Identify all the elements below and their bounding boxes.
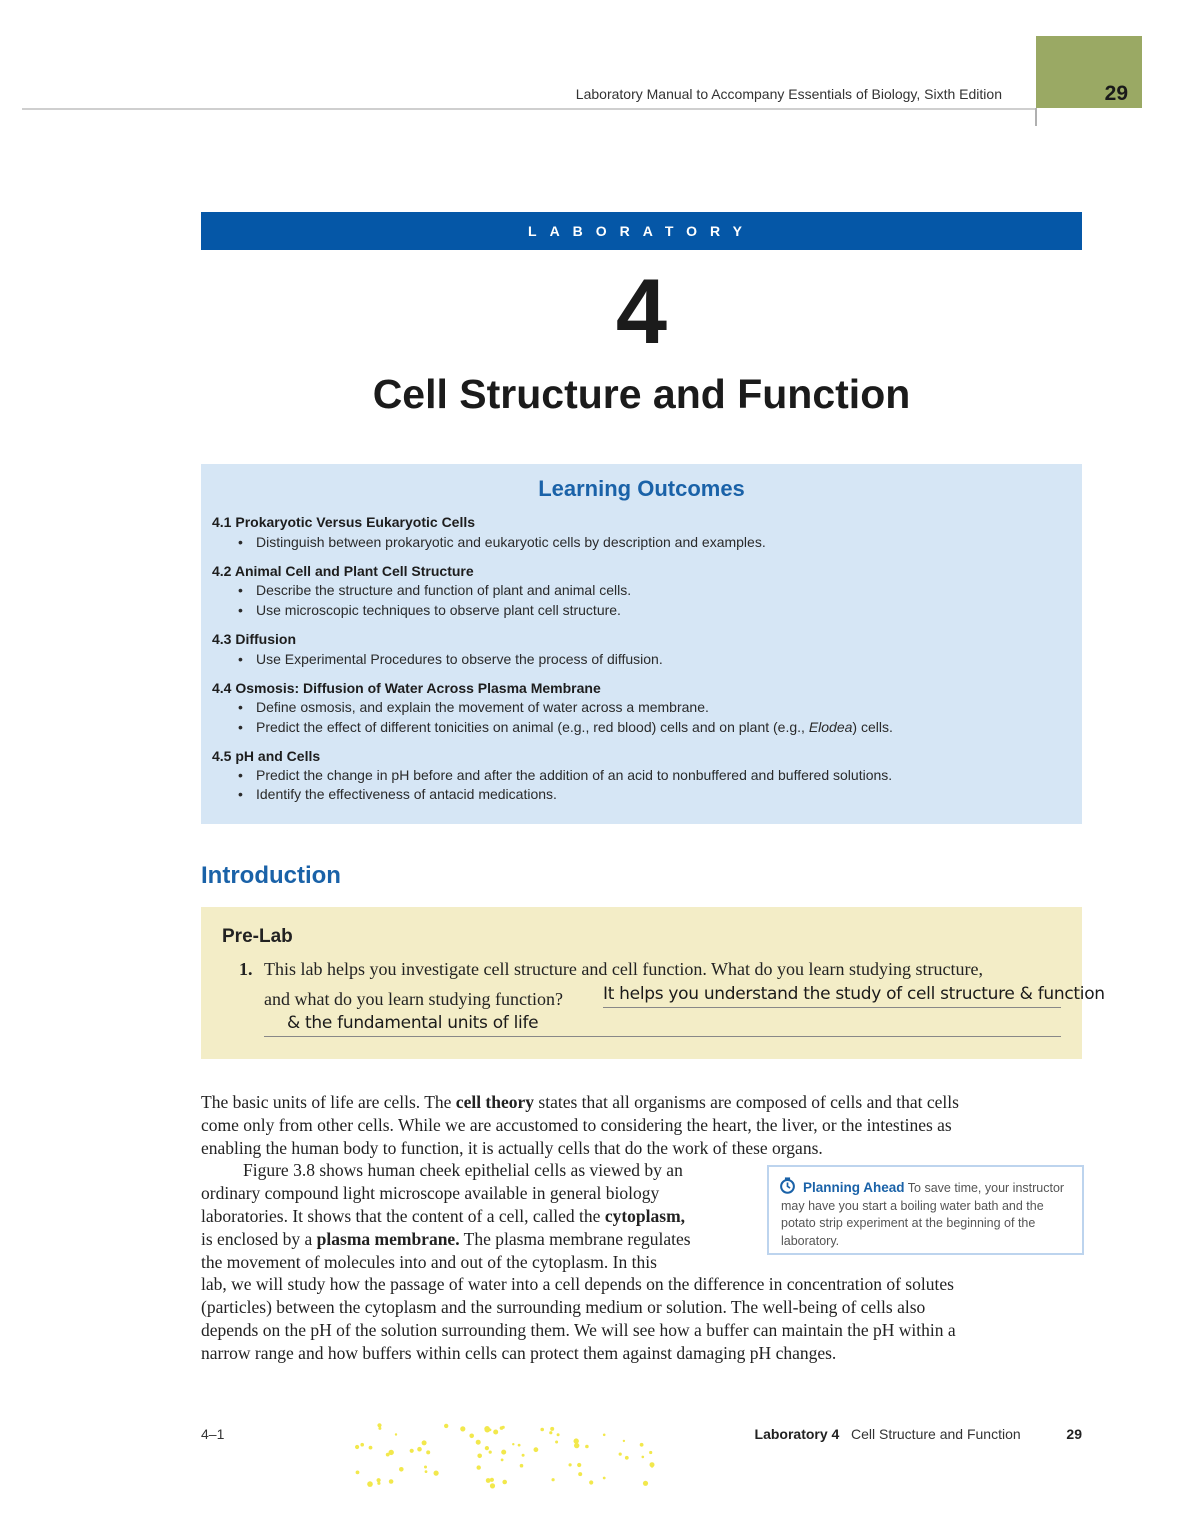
decorative-dot bbox=[369, 1446, 373, 1450]
body-line bbox=[201, 1114, 952, 1137]
decorative-dot bbox=[555, 1441, 558, 1444]
decorative-dot bbox=[643, 1481, 648, 1486]
decorative-dot bbox=[619, 1453, 622, 1456]
body-text-run: The plasma membrane regulates bbox=[459, 1229, 691, 1249]
planning-ahead-label: Planning Ahead bbox=[803, 1180, 905, 1195]
answer-rule bbox=[264, 1036, 1061, 1037]
decorative-dot bbox=[651, 1465, 654, 1468]
decorative-dot bbox=[422, 1440, 427, 1445]
outcome-section-4-1: 4.1 Prokaryotic Versus Eukaryotic Cells bbox=[212, 514, 476, 530]
question-number: 1. bbox=[239, 959, 253, 979]
decorative-dot bbox=[640, 1443, 644, 1447]
decorative-dot bbox=[549, 1431, 552, 1434]
decorative-dot bbox=[550, 1427, 554, 1431]
learning-outcomes-heading: Learning Outcomes bbox=[538, 476, 745, 501]
decorative-dot bbox=[484, 1426, 490, 1432]
outcome-bullet: • Predict the change in pH before and after the addition of an acid to nonbuffered and buffered solutions. bbox=[256, 767, 892, 783]
body-text-run: ordinary compound light microscope available in general biology bbox=[201, 1183, 660, 1203]
decorative-dot bbox=[603, 1434, 606, 1437]
decorative-dot bbox=[520, 1464, 524, 1468]
decorative-dot bbox=[493, 1430, 498, 1435]
decorative-dot bbox=[434, 1471, 439, 1476]
decorative-dot bbox=[500, 1426, 504, 1430]
decorative-dot bbox=[444, 1424, 448, 1428]
decorative-dot bbox=[577, 1463, 581, 1467]
decorative-dot bbox=[603, 1477, 606, 1480]
chapter-number: 4 bbox=[615, 261, 668, 363]
footer-lab-label: Laboratory 4 bbox=[754, 1426, 840, 1442]
decorative-dot bbox=[518, 1444, 521, 1447]
decorative-dot bbox=[625, 1456, 629, 1460]
footer-page-number: 29 bbox=[1066, 1426, 1082, 1442]
decorative-dot bbox=[399, 1467, 404, 1472]
outcome-section-4-5: 4.5 pH and Cells bbox=[212, 748, 321, 764]
running-header-title: Laboratory Manual to Accompany Essentials of Biology, Sixth Edition bbox=[575, 86, 1002, 102]
body-text-run: Figure 3.8 shows human cheek epithelial cells as viewed by an bbox=[243, 1160, 683, 1180]
body-text-run: enabling the human body to function, it is actually cells that do the work of these organs. bbox=[201, 1138, 823, 1158]
decorative-dot bbox=[424, 1466, 427, 1469]
body-line bbox=[201, 1251, 657, 1274]
decorative-dot bbox=[552, 1478, 555, 1481]
body-line bbox=[201, 1273, 954, 1296]
outcome-section-4-4: 4.4 Osmosis: Diffusion of Water Across Plasma Membrane bbox=[212, 680, 601, 696]
decorative-dot bbox=[623, 1440, 625, 1442]
prelab-box bbox=[201, 907, 1105, 1059]
decorative-dot bbox=[589, 1480, 593, 1484]
footer-title: Cell Structure and Function bbox=[851, 1426, 1021, 1442]
key-term: plasma membrane. bbox=[316, 1229, 460, 1249]
answer-text-line-1[interactable]: It helps you understand the study of cell structure & function bbox=[603, 984, 1105, 1004]
decorative-dot bbox=[469, 1434, 474, 1439]
introduction-heading: Introduction bbox=[201, 862, 341, 889]
decorative-dot bbox=[377, 1423, 381, 1427]
decorative-dot bbox=[574, 1443, 579, 1448]
learning-outcomes-box bbox=[201, 464, 1082, 824]
decorative-dot bbox=[367, 1481, 373, 1487]
decorative-dot bbox=[534, 1447, 539, 1452]
decorative-dot bbox=[501, 1450, 506, 1455]
decorative-dot bbox=[426, 1450, 430, 1454]
page-number-tab bbox=[1036, 36, 1142, 108]
decorative-dot bbox=[356, 1471, 360, 1475]
decorative-dot bbox=[486, 1478, 491, 1483]
outcome-bullet: • Predict the effect of different tonicities on animal (e.g., red blood) cells and on plant (e.g., Elodea) cells. bbox=[256, 719, 893, 735]
body-line bbox=[201, 1182, 659, 1205]
body-line bbox=[201, 1205, 685, 1228]
decorative-dot bbox=[522, 1454, 525, 1457]
outcome-bullet: • Identify the effectiveness of antacid medications. bbox=[256, 786, 557, 802]
header-rule bbox=[22, 108, 1036, 110]
key-term: cell theory bbox=[455, 1092, 535, 1112]
body-line bbox=[201, 1137, 823, 1160]
footer-page-id: 4–1 bbox=[201, 1426, 225, 1442]
decorative-dot bbox=[477, 1465, 481, 1469]
outcome-bullet: • Define osmosis, and explain the movement of water across a membrane. bbox=[256, 699, 709, 715]
body-text-run: The basic units of life are cells. The bbox=[201, 1092, 456, 1112]
planning-ahead-text bbox=[781, 1179, 1073, 1250]
decorative-dot bbox=[485, 1446, 489, 1450]
decorative-dot bbox=[355, 1445, 359, 1449]
answer-rule bbox=[603, 1007, 1061, 1008]
body-text-run: is enclosed by a bbox=[201, 1229, 317, 1249]
outcome-bullet: • Use Experimental Procedures to observe the process of diffusion. bbox=[256, 651, 663, 667]
decorative-dot bbox=[395, 1433, 397, 1435]
outcome-section-4-2: 4.2 Animal Cell and Plant Cell Structure bbox=[212, 563, 474, 579]
decorative-dots bbox=[350, 1420, 660, 1492]
body-text-run: depends on the pH of the solution surrounding them. We will see how a buffer can maintain the pH within a bbox=[201, 1320, 956, 1340]
laboratory-banner: LABORATORY bbox=[201, 212, 1082, 250]
footer-running-title bbox=[700, 1426, 1082, 1442]
decorative-dot bbox=[501, 1459, 504, 1462]
planning-ahead-box bbox=[767, 1165, 1084, 1255]
outcome-section-4-3: 4.3 Diffusion bbox=[212, 631, 297, 647]
decorative-dot bbox=[578, 1472, 582, 1476]
decorative-dot bbox=[425, 1470, 428, 1473]
decorative-dot bbox=[378, 1427, 381, 1430]
chapter-title: Cell Structure and Function bbox=[372, 371, 911, 417]
body-line bbox=[201, 1296, 925, 1319]
header-page-number: 29 bbox=[1104, 82, 1128, 105]
outcome-bullet: • Use microscopic techniques to observe plant cell structure. bbox=[256, 602, 621, 618]
decorative-dot bbox=[540, 1428, 544, 1432]
decorative-dot bbox=[649, 1451, 652, 1454]
outcome-bullet: • Distinguish between prokaryotic and eukaryotic cells by description and examples. bbox=[256, 534, 766, 550]
decorative-dot bbox=[585, 1445, 589, 1449]
decorative-dot bbox=[417, 1447, 422, 1452]
body-text-run: states that all organisms are composed of cells and that cells bbox=[534, 1092, 959, 1112]
planning-ahead-body: To save time, your instructor may have you start a boiling water bath and the potato strip experiment at the beginning of the laboratory. bbox=[781, 1181, 1065, 1248]
body-line bbox=[201, 1319, 956, 1342]
body-line bbox=[201, 1342, 836, 1365]
decorative-dot bbox=[389, 1479, 394, 1484]
body-text-run: come only from other cells. While we are accustomed to considering the heart, the liver, or the intestines as bbox=[201, 1115, 952, 1135]
decorative-dot bbox=[410, 1449, 414, 1453]
decorative-dot bbox=[377, 1478, 381, 1482]
decorative-dot bbox=[557, 1433, 560, 1436]
decorative-dot bbox=[490, 1483, 495, 1488]
body-line bbox=[201, 1091, 959, 1114]
decorative-dot bbox=[569, 1463, 572, 1466]
decorative-dot bbox=[477, 1454, 482, 1459]
body-text-run: the movement of molecules into and out of the cytoplasm. In this bbox=[201, 1252, 657, 1272]
decorative-dot bbox=[360, 1443, 364, 1447]
body-text-run: (particles) between the cytoplasm and the surrounding medium or solution. The well-being of cells also bbox=[201, 1297, 926, 1317]
answer-text-line-2[interactable]: & the fundamental units of life bbox=[287, 1013, 539, 1033]
header-tick bbox=[1035, 108, 1037, 126]
question-text-line-1: This lab helps you investigate cell structure and cell function. What do you learn studying structure, bbox=[264, 959, 983, 979]
question-text-line-2: and what do you learn studying function? bbox=[264, 989, 563, 1009]
outcome-bullet: • Describe the structure and function of plant and animal cells. bbox=[256, 582, 631, 598]
decorative-dot bbox=[512, 1443, 514, 1445]
body-text-run: lab, we will study how the passage of water into a cell depends on the difference in concentration of solutes bbox=[201, 1274, 954, 1294]
key-term: cytoplasm, bbox=[604, 1206, 686, 1226]
decorative-dot bbox=[642, 1456, 645, 1459]
decorative-dot bbox=[386, 1453, 390, 1457]
body-line bbox=[243, 1159, 683, 1182]
body-text-run: narrow range and how buffers within cells can protect them against damaging pH changes. bbox=[201, 1343, 837, 1363]
decorative-dot bbox=[476, 1440, 481, 1445]
decorative-dot bbox=[460, 1426, 465, 1431]
body-text-run: laboratories. It shows that the content of a cell, called the bbox=[201, 1206, 605, 1226]
decorative-dot bbox=[489, 1451, 492, 1454]
decorative-dot bbox=[377, 1482, 380, 1485]
prelab-heading: Pre-Lab bbox=[222, 926, 293, 947]
body-line bbox=[201, 1228, 691, 1251]
decorative-dot bbox=[502, 1480, 507, 1485]
